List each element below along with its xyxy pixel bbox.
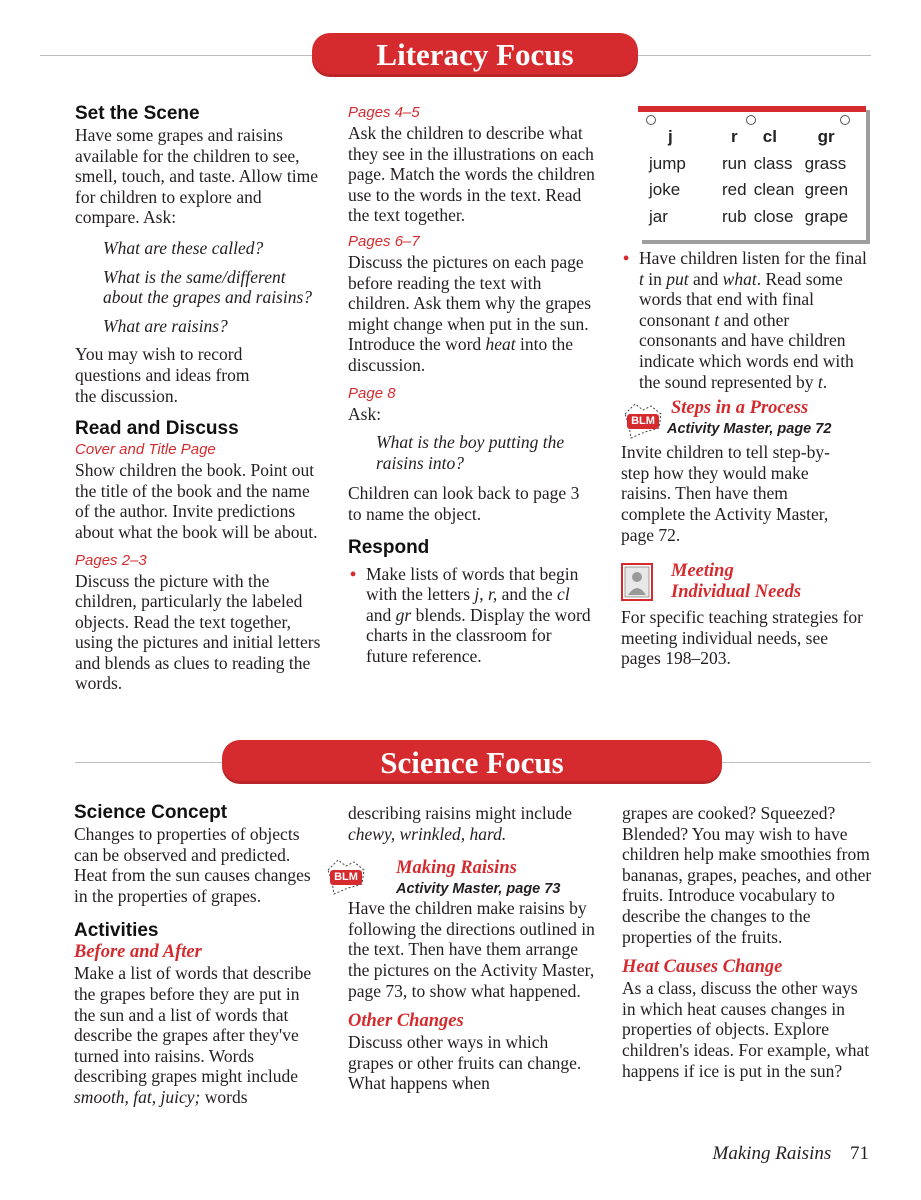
meeting-title-2: Individual Needs	[671, 582, 802, 603]
word-cell: green	[804, 180, 849, 199]
respond-text-a: Make lists of words that begin with the letters	[366, 563, 579, 605]
table-row	[648, 177, 858, 204]
question-1: What are these called?	[103, 237, 264, 258]
read-and-discuss-heading: Read and Discuss	[75, 418, 239, 440]
pages-2-3-text: Discuss the picture with the children, particularly the labeled objects. Read the text together, using the pictures and initial letters and blends as clues to reading the words.	[75, 570, 321, 694]
science-column-2	[334, 803, 598, 1094]
heat-causes-change-subheading: Heat Causes Change	[622, 957, 783, 978]
letter-r: r,	[488, 584, 498, 605]
footer-book-title: Making Raisins	[712, 1143, 832, 1164]
steps-activity-master: Activity Master, page 72	[667, 421, 832, 438]
science-column-3	[622, 803, 872, 1081]
table-row	[648, 151, 858, 178]
steps-title: Steps in a Process	[671, 398, 809, 419]
pages-6-7-text	[348, 252, 596, 376]
steps-in-process-block	[621, 398, 871, 442]
bullet-text-c: and	[688, 268, 723, 289]
blm-label: BLM	[631, 415, 655, 428]
blend-cl: cl	[557, 584, 570, 605]
pages-4-5-text: Ask the children to describe what they see in the illustrations on each page. Match the words the children use to the words in the text. Read the text together.	[348, 123, 595, 226]
pages-4-5-subheading: Pages 4–5	[348, 104, 420, 121]
final-t-bullet	[621, 248, 871, 392]
making-raisins-block	[334, 858, 598, 898]
fruit-changes-text: grapes are cooked? Squeezed? Blended? You may wish to have children help make smoothies from bananas, grapes, peaches, and other fruits. Introduce vocabulary to describe the changes to the properties of the fruits.	[622, 803, 872, 947]
making-raisins-text: Have the children make raisins by following the directions outlined in the text. Then have them arrange the pictures on the Activity Master, page 73, to show what happened.	[348, 898, 595, 1001]
respond-text-b: and the	[497, 584, 558, 605]
blm-label: BLM	[334, 871, 358, 884]
respond-bullet	[348, 564, 596, 667]
set-the-scene-text: Have some grapes and raisins available for the children to see, smell, touch, and taste. Allow time for children to explore and compare. Ask:	[75, 125, 319, 228]
science-column-1	[74, 802, 324, 1108]
word-put: put	[666, 268, 689, 289]
person-icon	[621, 563, 653, 601]
respond-comma: ,	[479, 584, 489, 605]
science-focus-banner	[222, 740, 722, 784]
word-cell: jar	[649, 206, 668, 226]
literacy-rule-left	[40, 55, 315, 56]
cover-title-page-text: Show children the book. Point out the title of the book and the name of the author. Invite predictions about what the book will be about.	[75, 460, 318, 542]
activities-heading: Activities	[74, 920, 159, 942]
word-cell: jump	[649, 153, 686, 173]
raisin-words: chewy, wrinkled, hard.	[348, 823, 507, 844]
word-cell: class	[753, 153, 793, 173]
pages-2-3-subheading: Pages 2–3	[75, 551, 147, 569]
letter-t: t	[714, 309, 720, 330]
footer-page-number: 71	[850, 1143, 869, 1164]
other-changes-text: Discuss other ways in which grapes or other fruits can change. What happens when	[348, 1032, 582, 1094]
letter-t: t	[639, 268, 644, 289]
before-after-tail: words	[200, 1086, 248, 1107]
bullet-dot: •	[623, 248, 630, 268]
bullet-text-f: .	[822, 371, 828, 392]
raisin-words-a: describing raisins might include	[348, 803, 573, 823]
record-text: You may wish to record questions and ideas from the discussion.	[75, 344, 250, 406]
page-footer	[713, 1143, 870, 1165]
letter-j: j	[474, 584, 480, 605]
bullet-text-e: and other consonants and have children indicate which words end with the sound represented by	[639, 309, 854, 392]
page-8-text: Children can look back to page 3 to name the object.	[348, 483, 580, 524]
heat-word: heat	[485, 334, 516, 355]
science-focus-title: Science Focus	[380, 745, 564, 780]
respond-text-c: and	[366, 604, 396, 625]
cover-title-page-subheading: Cover and Title Page	[75, 441, 216, 459]
literacy-column-3	[621, 248, 871, 669]
pages-6-7-subheading: Pages 6–7	[348, 232, 420, 250]
respond-text-d: blends. Display the word charts in the classroom for future reference.	[366, 604, 591, 666]
making-raisins-activity-master: Activity Master, page 73	[396, 881, 561, 898]
meeting-needs-block	[621, 561, 871, 605]
literacy-column-1	[75, 103, 325, 694]
literacy-column-2	[348, 103, 596, 666]
science-rule-right	[720, 762, 871, 763]
word-cell: joke	[649, 180, 681, 199]
word-cell: red	[722, 180, 747, 199]
letter-t: t	[817, 371, 823, 392]
literacy-rule-right	[635, 55, 871, 56]
word-table	[648, 124, 858, 230]
bullet-dot: •	[350, 563, 357, 584]
blm-icon	[621, 402, 665, 440]
bullet-text-d: . Read some words that end with final consonant	[639, 268, 843, 330]
steps-text: Invite children to tell step-by-step how they would make raisins. Then have them complete the Activity Master, page 72.	[621, 442, 830, 545]
word-cell: close	[753, 206, 794, 226]
word-cell: rub	[722, 206, 747, 226]
page-8-ask: Ask:	[348, 403, 382, 424]
question-2: What is the same/different about the grapes and raisins?	[103, 266, 313, 308]
before-words: smooth, fat, juicy;	[74, 1086, 201, 1107]
hole-icon	[746, 115, 756, 125]
literacy-focus-banner	[312, 33, 638, 77]
bullet-text-b: in	[643, 268, 667, 289]
before-after-text-a: Make a list of words that describe the grapes before they are put in the sun and a list of words that describe the grapes after they've turned into raisins. Words describing grapes might include	[74, 963, 312, 1087]
page-8-subheading: Page 8	[348, 384, 396, 402]
word-cell: clean	[753, 180, 795, 199]
pages-6-7-text-b: into the discussion.	[348, 334, 574, 375]
word-what: what	[722, 268, 757, 289]
header-cell: cl	[762, 127, 777, 146]
header-cell: r	[731, 127, 738, 146]
table-row	[648, 204, 858, 231]
heat-causes-change-text: As a class, discuss the other ways in which heat causes changes in properties of objects. Explore children's ideas. For example, what happens if ice is put in the sun?	[622, 978, 870, 1081]
science-rule-left	[75, 762, 235, 763]
literacy-focus-title: Literacy Focus	[376, 37, 574, 72]
word-chart	[638, 106, 866, 240]
other-changes-subheading: Other Changes	[348, 1011, 464, 1032]
blend-gr: gr	[395, 604, 412, 625]
science-concept-heading: Science Concept	[74, 802, 228, 823]
making-raisins-title: Making Raisins	[396, 858, 517, 879]
hole-icon	[646, 115, 656, 125]
chart-holes	[638, 112, 866, 124]
header-cell: gr	[817, 127, 835, 146]
set-the-scene-heading: Set the Scene	[75, 103, 200, 124]
science-concept-text: Changes to properties of objects can be observed and predicted. Heat from the sun causes changes in the properties of grapes.	[74, 824, 311, 906]
word-cell: grass	[804, 153, 847, 173]
pages-6-7-text-a: Discuss the pictures on each page before reading the text with children. Ask them why the grapes might change when put in the sun. Introduce the word	[348, 251, 592, 355]
meeting-text: For specific teaching strategies for meeting individual needs, see pages 198–203.	[621, 607, 863, 669]
respond-heading: Respond	[348, 536, 430, 558]
hole-icon	[840, 115, 850, 125]
before-after-text	[74, 963, 324, 1107]
bullet-text-a: Have children listen for the final	[639, 248, 867, 268]
question-3: What are raisins?	[103, 315, 228, 336]
word-table-header	[648, 124, 858, 151]
before-after-subheading: Before and After	[74, 942, 202, 963]
page-8-question: What is the boy putting the raisins into?	[376, 432, 565, 473]
header-cell: j	[668, 127, 673, 146]
word-cell: grape	[804, 206, 849, 226]
blm-icon	[324, 858, 368, 896]
raisin-words-text	[348, 803, 598, 844]
word-cell: run	[722, 153, 747, 173]
meeting-title-1: Meeting	[671, 561, 734, 582]
